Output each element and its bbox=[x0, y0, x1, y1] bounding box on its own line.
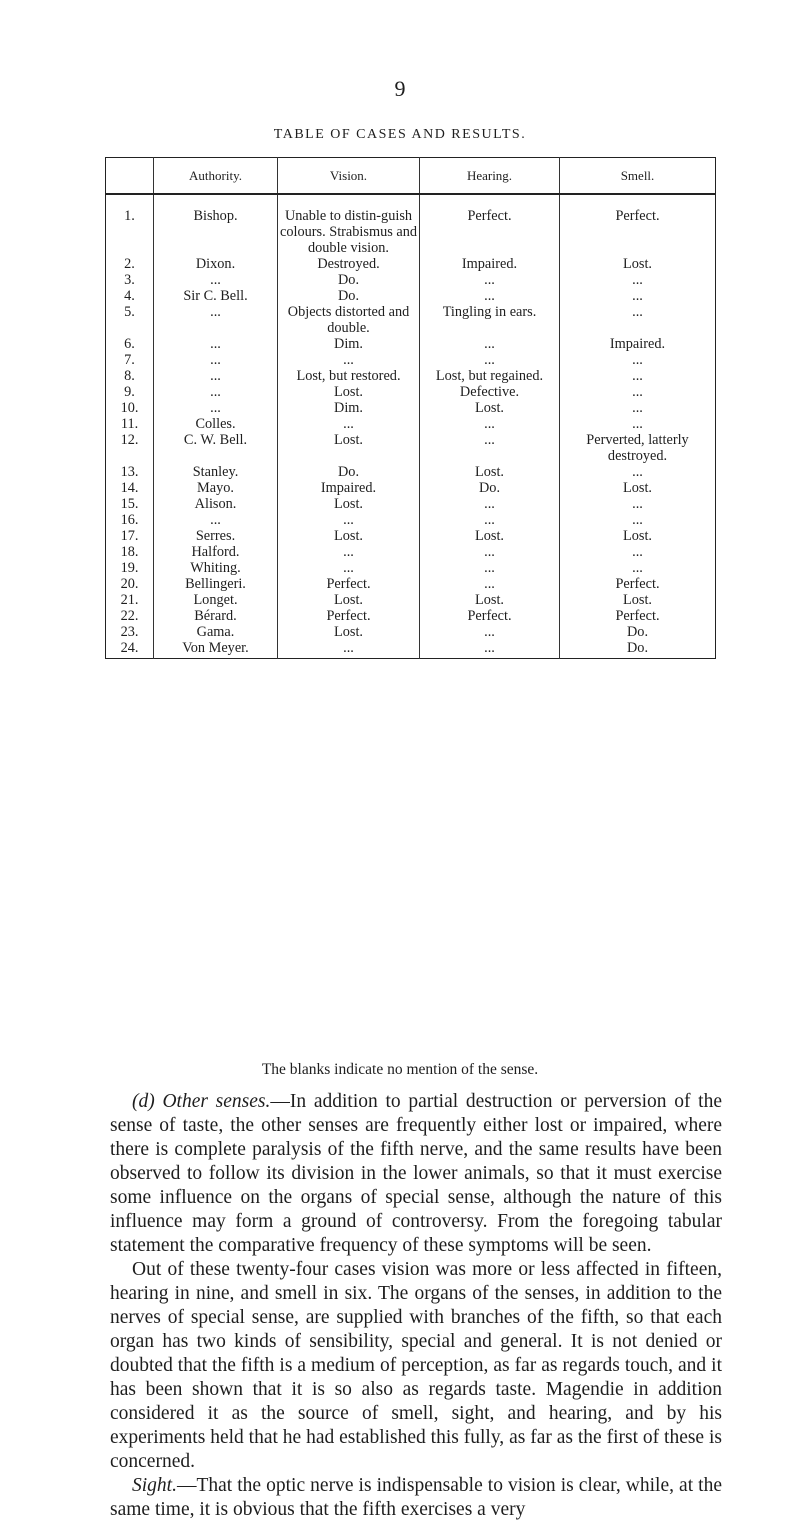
table-row bbox=[106, 336, 716, 352]
paragraph-text: —In addition to partial destruction or perversion of the sense of taste, the other senses are frequently either lost or impaired, where there is complete paralysis of the fifth nerve, and the same results have been observed to follow its division in the lower animals, so that it must exercise some influence on the organs of special sense, although the nature of this influence may form a ground of controversy. From the foregoing tabular statement the comparative frequency of these symptoms will be seen. bbox=[110, 1091, 722, 1256]
authority-cell: C. W. Bell. bbox=[154, 432, 278, 464]
authority-cell: Colles. bbox=[154, 416, 278, 432]
vision-cell: ... bbox=[278, 640, 420, 659]
authority-cell: ... bbox=[154, 368, 278, 384]
hearing-cell: Do. bbox=[420, 480, 560, 496]
smell-cell: ... bbox=[560, 560, 716, 576]
hearing-cell: ... bbox=[420, 544, 560, 560]
smell-cell: Lost. bbox=[560, 256, 716, 272]
smell-cell: Lost. bbox=[560, 480, 716, 496]
hearing-cell: ... bbox=[420, 272, 560, 288]
header-vision: Vision. bbox=[278, 158, 420, 195]
authority-cell: ... bbox=[154, 384, 278, 400]
smell-cell: ... bbox=[560, 368, 716, 384]
smell-cell: Impaired. bbox=[560, 336, 716, 352]
table-row bbox=[106, 416, 716, 432]
hearing-cell: Lost. bbox=[420, 592, 560, 608]
case-number: 5. bbox=[106, 304, 154, 336]
vision-cell: Lost. bbox=[278, 624, 420, 640]
case-number: 2. bbox=[106, 256, 154, 272]
table-row bbox=[106, 480, 716, 496]
paragraph-other-senses bbox=[110, 1090, 722, 1258]
table-row bbox=[106, 400, 716, 416]
case-number: 3. bbox=[106, 272, 154, 288]
hearing-cell: ... bbox=[420, 416, 560, 432]
smell-cell: ... bbox=[560, 400, 716, 416]
authority-cell: Stanley. bbox=[154, 464, 278, 480]
table-row bbox=[106, 576, 716, 592]
vision-cell: Lost. bbox=[278, 592, 420, 608]
vision-cell: Perfect. bbox=[278, 608, 420, 624]
hearing-cell: ... bbox=[420, 288, 560, 304]
case-number: 18. bbox=[106, 544, 154, 560]
table-row bbox=[106, 194, 716, 256]
authority-cell: Sir C. Bell. bbox=[154, 288, 278, 304]
hearing-cell: Impaired. bbox=[420, 256, 560, 272]
hearing-cell: ... bbox=[420, 560, 560, 576]
case-number: 21. bbox=[106, 592, 154, 608]
vision-cell: Lost. bbox=[278, 432, 420, 464]
hearing-cell: ... bbox=[420, 640, 560, 659]
smell-cell: Lost. bbox=[560, 592, 716, 608]
table-row bbox=[106, 256, 716, 272]
vision-cell: Unable to distin-guish colours. Strabismus and double vision. bbox=[278, 194, 420, 256]
authority-cell: Whiting. bbox=[154, 560, 278, 576]
case-number: 16. bbox=[106, 512, 154, 528]
case-number: 17. bbox=[106, 528, 154, 544]
authority-cell: ... bbox=[154, 512, 278, 528]
table-row bbox=[106, 528, 716, 544]
header-hearing: Hearing. bbox=[420, 158, 560, 195]
paragraph-heading: (d) Other senses. bbox=[132, 1091, 271, 1112]
hearing-cell: Perfect. bbox=[420, 608, 560, 624]
vision-cell: ... bbox=[278, 544, 420, 560]
case-number: 22. bbox=[106, 608, 154, 624]
hearing-cell: ... bbox=[420, 512, 560, 528]
smell-cell: Do. bbox=[560, 624, 716, 640]
hearing-cell: Perfect. bbox=[420, 194, 560, 256]
smell-cell: Perverted, latterly destroyed. bbox=[560, 432, 716, 464]
table-row bbox=[106, 384, 716, 400]
authority-cell: Dixon. bbox=[154, 256, 278, 272]
hearing-cell: Lost. bbox=[420, 400, 560, 416]
vision-cell: Lost, but restored. bbox=[278, 368, 420, 384]
hearing-cell: ... bbox=[420, 496, 560, 512]
smell-cell: ... bbox=[560, 384, 716, 400]
vision-cell: Do. bbox=[278, 272, 420, 288]
table-row bbox=[106, 544, 716, 560]
header-authority: Authority. bbox=[154, 158, 278, 195]
table-row bbox=[106, 496, 716, 512]
table-row bbox=[106, 288, 716, 304]
hearing-cell: Lost. bbox=[420, 464, 560, 480]
table-row bbox=[106, 608, 716, 624]
table-row bbox=[106, 432, 716, 464]
smell-cell: ... bbox=[560, 352, 716, 368]
smell-cell: ... bbox=[560, 272, 716, 288]
authority-cell: Bishop. bbox=[154, 194, 278, 256]
paragraph-sight bbox=[110, 1474, 722, 1522]
paragraph-heading: Sight. bbox=[132, 1475, 177, 1496]
case-number: 24. bbox=[106, 640, 154, 659]
hearing-cell: ... bbox=[420, 336, 560, 352]
smell-cell: Perfect. bbox=[560, 194, 716, 256]
case-number: 14. bbox=[106, 480, 154, 496]
smell-cell: Perfect. bbox=[560, 608, 716, 624]
authority-cell: Serres. bbox=[154, 528, 278, 544]
table-row bbox=[106, 592, 716, 608]
authority-cell: Halford. bbox=[154, 544, 278, 560]
case-number: 23. bbox=[106, 624, 154, 640]
authority-cell: Longet. bbox=[154, 592, 278, 608]
vision-cell: ... bbox=[278, 512, 420, 528]
case-number: 13. bbox=[106, 464, 154, 480]
table-row bbox=[106, 560, 716, 576]
smell-cell: ... bbox=[560, 416, 716, 432]
vision-cell: Destroyed. bbox=[278, 256, 420, 272]
hearing-cell: Defective. bbox=[420, 384, 560, 400]
authority-cell: ... bbox=[154, 304, 278, 336]
authority-cell: ... bbox=[154, 352, 278, 368]
case-number: 19. bbox=[106, 560, 154, 576]
authority-cell: Von Meyer. bbox=[154, 640, 278, 659]
hearing-cell: Lost, but regained. bbox=[420, 368, 560, 384]
hearing-cell: Lost. bbox=[420, 528, 560, 544]
table-row bbox=[106, 272, 716, 288]
hearing-cell: ... bbox=[420, 576, 560, 592]
case-number: 12. bbox=[106, 432, 154, 464]
case-number: 9. bbox=[106, 384, 154, 400]
table-row bbox=[106, 624, 716, 640]
smell-cell: ... bbox=[560, 496, 716, 512]
paragraph-text: —That the optic nerve is indispensable to vision is clear, while, at the same time, it is obvious that the fifth exercises a very bbox=[110, 1475, 722, 1520]
vision-cell: Perfect. bbox=[278, 576, 420, 592]
vision-cell: ... bbox=[278, 560, 420, 576]
smell-cell: ... bbox=[560, 304, 716, 336]
hearing-cell: ... bbox=[420, 432, 560, 464]
body-text bbox=[110, 1090, 722, 1522]
case-number: 11. bbox=[106, 416, 154, 432]
vision-cell: ... bbox=[278, 416, 420, 432]
table-row bbox=[106, 512, 716, 528]
table-row bbox=[106, 352, 716, 368]
authority-cell: Mayo. bbox=[154, 480, 278, 496]
vision-cell: Do. bbox=[278, 464, 420, 480]
authority-cell: ... bbox=[154, 272, 278, 288]
case-number: 1. bbox=[106, 194, 154, 256]
case-number: 10. bbox=[106, 400, 154, 416]
table-row bbox=[106, 304, 716, 336]
smell-cell: ... bbox=[560, 544, 716, 560]
case-number: 15. bbox=[106, 496, 154, 512]
table-title: TABLE OF CASES AND RESULTS. bbox=[273, 127, 527, 142]
vision-cell: Dim. bbox=[278, 400, 420, 416]
table-row bbox=[106, 368, 716, 384]
vision-cell: ... bbox=[278, 352, 420, 368]
vision-cell: Lost. bbox=[278, 528, 420, 544]
case-number: 4. bbox=[106, 288, 154, 304]
authority-cell: ... bbox=[154, 336, 278, 352]
vision-cell: Impaired. bbox=[278, 480, 420, 496]
header-number bbox=[106, 158, 154, 195]
table-row bbox=[106, 464, 716, 480]
smell-cell: Lost. bbox=[560, 528, 716, 544]
vision-cell: Lost. bbox=[278, 384, 420, 400]
paragraph-twenty-four-cases bbox=[110, 1258, 722, 1474]
authority-cell: Bérard. bbox=[154, 608, 278, 624]
authority-cell: ... bbox=[154, 400, 278, 416]
case-number: 20. bbox=[106, 576, 154, 592]
case-number: 6. bbox=[106, 336, 154, 352]
table-row bbox=[106, 640, 716, 659]
header-smell: Smell. bbox=[560, 158, 716, 195]
table-note: The blanks indicate no mention of the sense. bbox=[261, 1061, 539, 1078]
authority-cell: Gama. bbox=[154, 624, 278, 640]
paragraph-text: Out of these twenty-four cases vision was more or less affected in fifteen, hearing in nine, and smell in six. The organs of the senses, in addition to the nerves of special sense, are supplied with branches of the fifth, so that each organ has two kinds of sensibility, special and general. It is not denied or doubted that the fifth is a medium of perception, as far as regards touch, and it has been shown that it is so also as regards taste. Magendie in addition considered it as the source of smell, sight, and hearing, and by his experiments held that he had established this fully, as far as the first of these is concerned. bbox=[110, 1259, 722, 1472]
vision-cell: Do. bbox=[278, 288, 420, 304]
page-number: 9 bbox=[394, 76, 406, 101]
vision-cell: Dim. bbox=[278, 336, 420, 352]
vision-cell: Lost. bbox=[278, 496, 420, 512]
smell-cell: Do. bbox=[560, 640, 716, 659]
smell-cell: Perfect. bbox=[560, 576, 716, 592]
smell-cell: ... bbox=[560, 288, 716, 304]
authority-cell: Alison. bbox=[154, 496, 278, 512]
hearing-cell: Tingling in ears. bbox=[420, 304, 560, 336]
case-number: 8. bbox=[106, 368, 154, 384]
cases-table bbox=[105, 157, 716, 659]
hearing-cell: ... bbox=[420, 624, 560, 640]
table-header-row bbox=[106, 158, 716, 195]
smell-cell: ... bbox=[560, 464, 716, 480]
hearing-cell: ... bbox=[420, 352, 560, 368]
case-number: 7. bbox=[106, 352, 154, 368]
vision-cell: Objects distorted and double. bbox=[278, 304, 420, 336]
smell-cell: ... bbox=[560, 512, 716, 528]
authority-cell: Bellingeri. bbox=[154, 576, 278, 592]
